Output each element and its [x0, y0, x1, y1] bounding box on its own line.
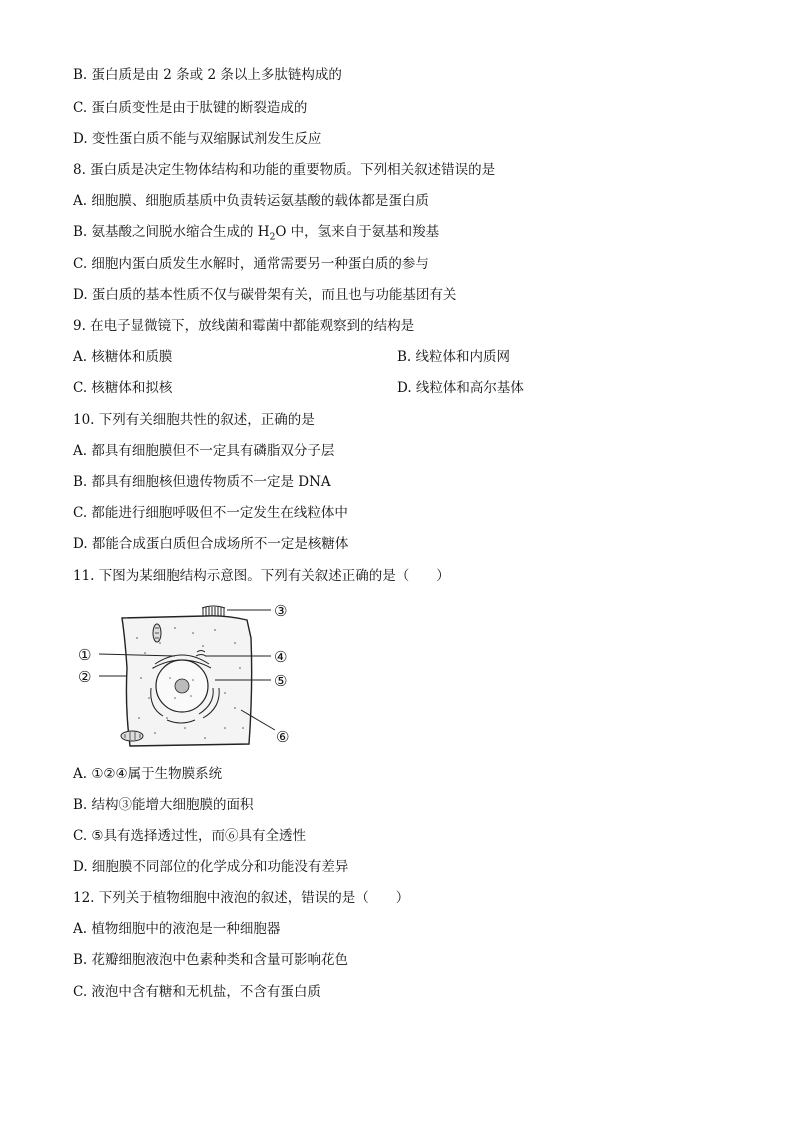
- q10-option-b: B. 都具有细胞核但遗传物质不一定是 DNA: [73, 474, 331, 490]
- q8-option-d: D. 蛋白质的基本性质不仅与碳骨架有关，而且也与功能基团有关: [73, 287, 457, 303]
- q7-option-c: C. 蛋白质变性是由于肽键的断裂造成的: [73, 100, 308, 116]
- label-3: ③: [274, 602, 288, 620]
- q9-option-a: A. 核糖体和质膜: [73, 349, 173, 365]
- label-4: ④: [274, 648, 288, 666]
- q11-option-a: A. ①②④属于生物膜系统: [73, 766, 223, 782]
- label-2: ②: [78, 668, 92, 686]
- q11-stem: 11. 下图为某细胞结构示意图。下列有关叙述正确的是（ ）: [73, 568, 450, 584]
- cell-structure-diagram: [75, 598, 305, 750]
- q12-option-c: C. 液泡中含有糖和无机盐，不含有蛋白质: [73, 984, 321, 1000]
- q11-option-c: C. ⑤具有选择透过性，而⑥具有全透性: [73, 828, 307, 844]
- nucleolus: [175, 679, 189, 693]
- microvilli: [202, 606, 225, 616]
- q7-option-b: B. 蛋白质是由 2 条或 2 条以上多肽链构成的: [73, 67, 342, 83]
- q10-stem: 10. 下列有关细胞共性的叙述，正确的是: [73, 412, 315, 428]
- label-5: ⑤: [274, 672, 288, 690]
- q11-option-b: B. 结构③能增大细胞膜的面积: [73, 797, 254, 813]
- q10-option-a: A. 都具有细胞膜但不一定具有磷脂双分子层: [73, 443, 335, 459]
- q12-option-b: B. 花瓣细胞液泡中色素种类和含量可影响花色: [73, 952, 349, 968]
- q8-option-b-post: O 中，氢来自于氨基和羧基: [275, 224, 440, 240]
- q9-option-c: C. 核糖体和拟核: [73, 380, 173, 396]
- label-1: ①: [78, 646, 92, 664]
- q12-option-a: A. 植物细胞中的液泡是一种细胞器: [73, 921, 281, 937]
- q8-option-c: C. 细胞内蛋白质发生水解时，通常需要另一种蛋白质的参与: [73, 256, 429, 272]
- q10-option-c: C. 都能进行细胞呼吸但不一定发生在线粒体中: [73, 505, 348, 521]
- q8-option-b-pre: B. 氨基酸之间脱水缩合生成的 H: [73, 224, 270, 240]
- q9-option-d: D. 线粒体和高尔基体: [397, 380, 524, 396]
- q8-stem: 8. 蛋白质是决定生物体结构和功能的重要物质。下列相关叙述错误的是: [73, 162, 496, 178]
- q9-stem: 9. 在电子显微镜下，放线菌和霉菌中都能观察到的结构是: [73, 318, 415, 334]
- q12-stem: 12. 下列关于植物细胞中液泡的叙述，错误的是（ ）: [73, 890, 410, 906]
- q8-option-b: [73, 223, 439, 241]
- label-6: ⑥: [276, 728, 290, 746]
- q9-option-b: B. 线粒体和内质网: [397, 349, 511, 365]
- q11-option-d: D. 细胞膜不同部位的化学成分和功能没有差异: [73, 859, 349, 875]
- q7-option-d: D. 变性蛋白质不能与双缩脲试剂发生反应: [73, 131, 322, 147]
- q8-option-b-subscript: 2: [269, 232, 276, 243]
- q8-option-a: A. 细胞膜、细胞质基质中负责转运氨基酸的载体都是蛋白质: [73, 193, 429, 209]
- q10-option-d: D. 都能合成蛋白质但合成场所不一定是核糖体: [73, 536, 349, 552]
